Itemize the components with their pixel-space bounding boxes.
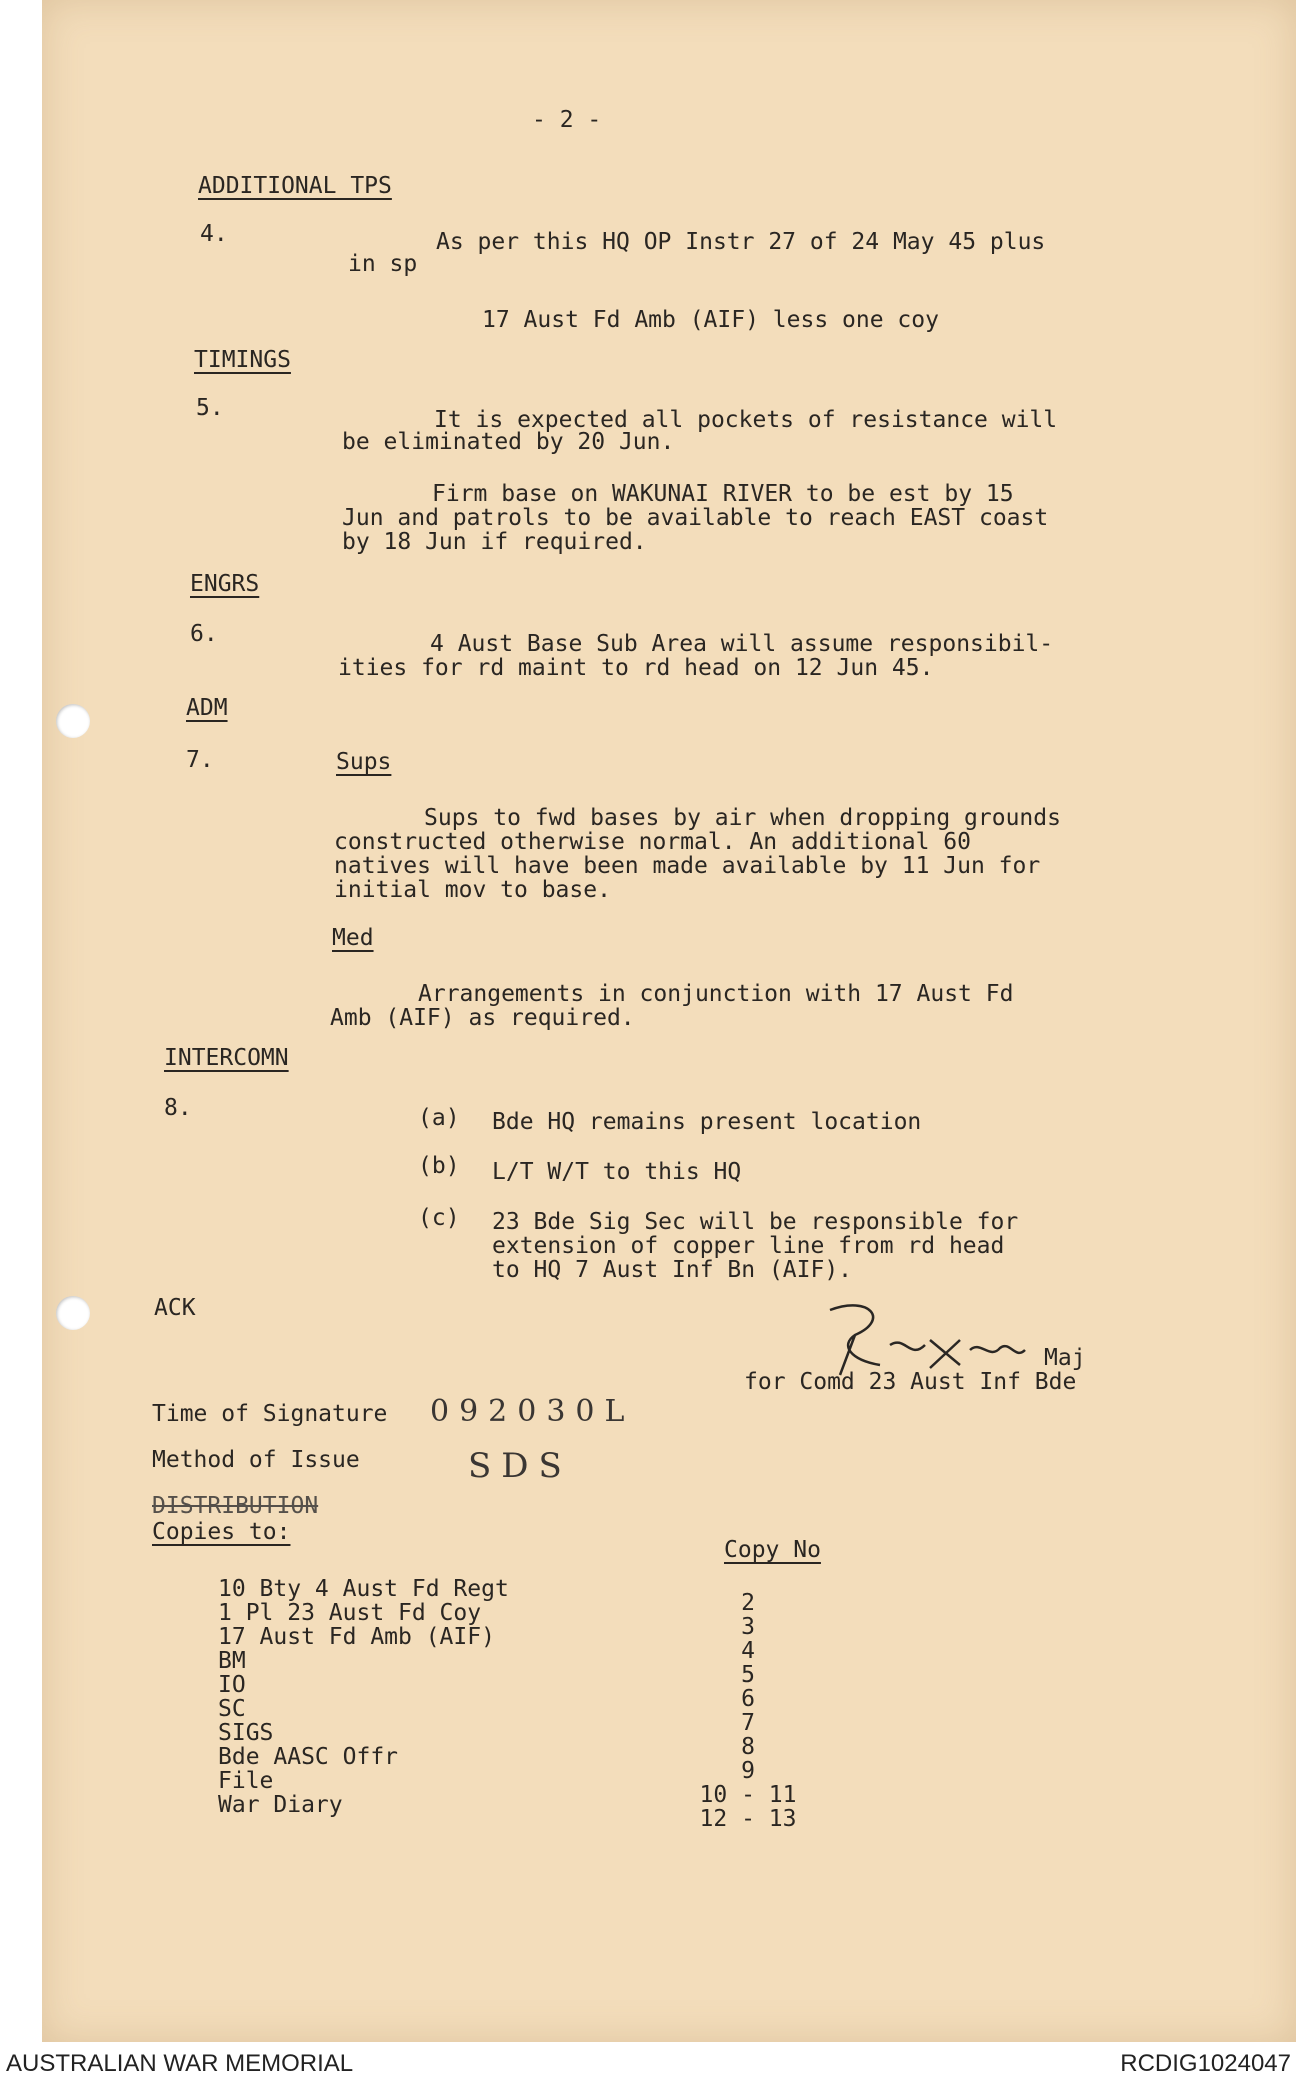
method-of-issue-value: SDS [468, 1446, 572, 1486]
list-item: SC [218, 1696, 246, 1722]
text-line: be eliminated by 20 Jun. [342, 429, 675, 455]
text-line: extension of copper line from rd head [492, 1233, 1005, 1259]
punch-hole [56, 704, 90, 738]
text-line: natives will have been made available by 11 Jun for [334, 853, 1041, 879]
list-item: 4 [741, 1638, 755, 1664]
page-number: - 2 - [532, 107, 602, 133]
list-item: 5 [741, 1662, 755, 1688]
list-item: War Diary [218, 1792, 343, 1818]
time-of-signature-value: 092030L [430, 1394, 635, 1429]
text-line: 4 Aust Base Sub Area will assume responsibil- [430, 631, 1054, 657]
text-line: constructed otherwise normal. An additional 60 [334, 829, 971, 855]
list-item: 3 [741, 1614, 755, 1640]
time-of-signature-label: Time of Signature [152, 1401, 388, 1427]
handwritten-signature [810, 1290, 1040, 1380]
heading-timings: TIMINGS [194, 347, 291, 373]
list-item: 9 [741, 1758, 755, 1784]
heading-engrs: ENGRS [190, 571, 260, 597]
punch-hole [56, 1296, 90, 1330]
para-number: 6. [190, 621, 218, 647]
ack-label: ACK [154, 1295, 196, 1321]
text-line: Sups to fwd bases by air when dropping grounds [424, 805, 1061, 831]
text-line: in sp [348, 251, 418, 277]
text-line: ities for rd maint to rd head on 12 Jun 45. [338, 655, 934, 681]
list-item: SIGS [218, 1720, 274, 1746]
text-line: Amb (AIF) as required. [330, 1005, 635, 1031]
document-page [42, 0, 1296, 2042]
heading-intercomn: INTERCOMN [164, 1045, 289, 1071]
item-label: (c) [418, 1205, 460, 1231]
list-item: 17 Aust Fd Amb (AIF) [218, 1624, 495, 1650]
archive-record-id: RCDIG1024047 [1120, 2050, 1291, 2077]
text-line: Bde HQ remains present location [492, 1109, 922, 1135]
list-item: File [218, 1768, 274, 1794]
archive-footer [0, 2042, 1301, 2082]
copy-number-list [698, 1590, 798, 1830]
archive-name: AUSTRALIAN WAR MEMORIAL [6, 2050, 354, 2077]
recipient-list [218, 1576, 509, 1816]
text-line: Arrangements in conjunction with 17 Aust Fd [418, 981, 1014, 1007]
para-number: 8. [164, 1095, 192, 1121]
heading-med: Med [332, 925, 374, 951]
list-item: BM [218, 1648, 246, 1674]
struck-distribution-heading: DISTRIBUTION [152, 1493, 319, 1519]
heading-additional-tps: ADDITIONAL TPS [198, 173, 392, 199]
text-line: It is expected all pockets of resistance will [434, 407, 1058, 433]
text-line: 23 Bde Sig Sec will be responsible for [492, 1209, 1019, 1235]
text-line: Firm base on WAKUNAI RIVER to be est by 15 [432, 481, 1014, 507]
text-line: 17 Aust Fd Amb (AIF) less one coy [482, 307, 939, 333]
text-line: initial mov to base. [334, 877, 611, 903]
text-line: by 18 Jun if required. [342, 529, 647, 555]
text-line: to HQ 7 Aust Inf Bn (AIF). [492, 1257, 853, 1283]
text-line: Jun and patrols to be available to reach EAST coast [342, 505, 1049, 531]
list-item: 7 [741, 1710, 755, 1736]
list-item: 8 [741, 1734, 755, 1760]
copy-no-label: Copy No [724, 1537, 821, 1563]
list-item: IO [218, 1672, 246, 1698]
list-item: 2 [741, 1590, 755, 1616]
text-line: L/T W/T to this HQ [492, 1159, 742, 1185]
item-label: (b) [418, 1153, 460, 1179]
list-item: Bde AASC Offr [218, 1744, 399, 1770]
para-number: 7. [186, 747, 214, 773]
text-line: As per this HQ OP Instr 27 of 24 May 45 plus [436, 229, 1046, 255]
para-number: 5. [196, 395, 224, 421]
list-item: 12 - 13 [699, 1806, 797, 1832]
copies-to-label: Copies to: [152, 1519, 291, 1545]
para-number: 4. [200, 221, 228, 247]
heading-sups: Sups [336, 749, 392, 775]
list-item: 1 Pl 23 Aust Fd Coy [218, 1600, 482, 1626]
signature-for-line: for Comd 23 Aust Inf Bde [744, 1369, 1077, 1395]
item-label: (a) [418, 1105, 460, 1131]
list-item: 6 [741, 1686, 755, 1712]
heading-adm: ADM [186, 695, 228, 721]
list-item: 10 Bty 4 Aust Fd Regt [218, 1576, 509, 1602]
method-of-issue-label: Method of Issue [152, 1447, 360, 1473]
list-item: 10 - 11 [699, 1782, 797, 1808]
signature-rank: Maj [1044, 1345, 1086, 1371]
